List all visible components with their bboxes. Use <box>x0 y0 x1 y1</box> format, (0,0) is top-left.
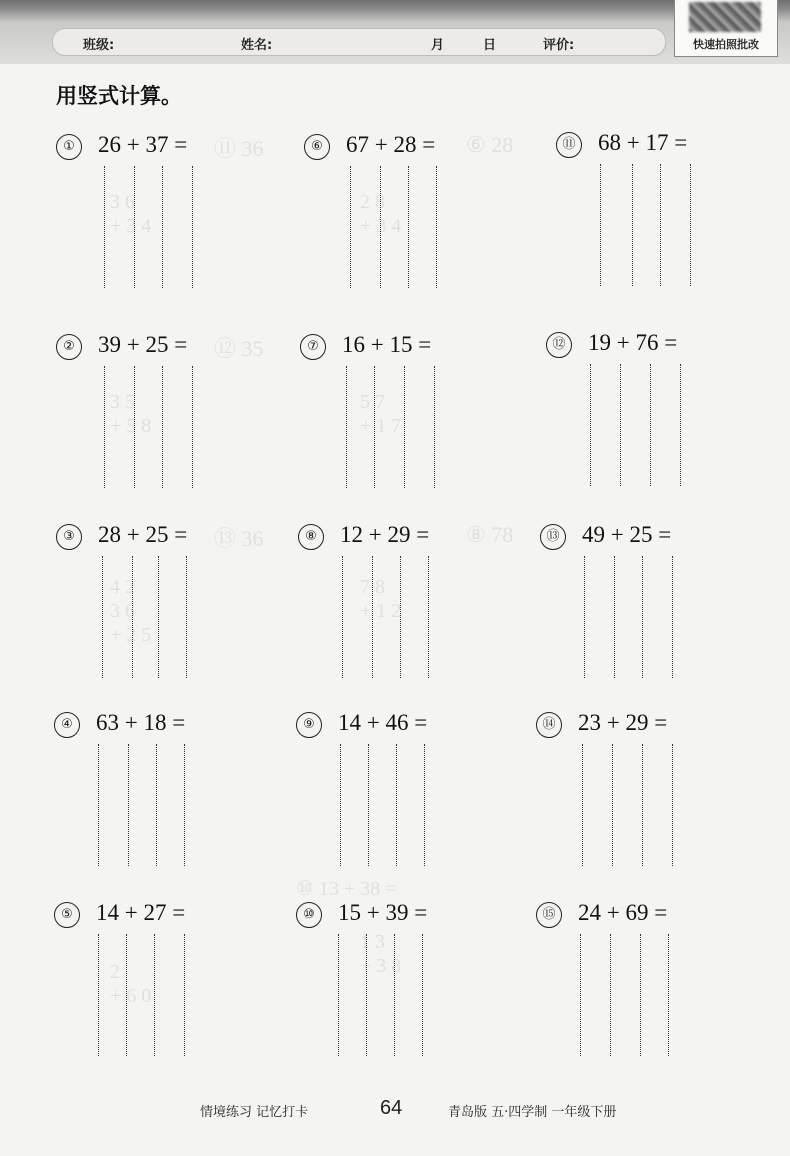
problem-9 <box>296 712 516 872</box>
digit-guide-line <box>102 556 103 678</box>
digit-guide-line <box>134 366 135 488</box>
problem-number-badge: ③ <box>56 524 82 550</box>
digit-guide-line <box>428 556 429 678</box>
digit-guide-line <box>642 744 643 866</box>
problem-14 <box>536 712 756 872</box>
problem-number-badge: ④ <box>54 712 80 738</box>
digit-guide-line <box>582 744 583 866</box>
show-through-mark: ⑬ 36 <box>214 526 264 551</box>
digit-guide-line <box>408 166 409 288</box>
problem-expression: 28 + 25 = <box>98 522 188 547</box>
digit-guide-line <box>104 366 105 488</box>
problem-number-badge: ① <box>56 134 82 160</box>
problem-13 <box>540 524 760 684</box>
footer-series-title: 情境练习 记忆打卡 <box>200 1105 309 1120</box>
problem-number-badge: ⑭ <box>536 712 562 738</box>
footer-edition: 青岛版 五·四学制 一年级下册 <box>448 1105 617 1120</box>
show-through-mark: 7 8 + 1 2 <box>360 576 402 622</box>
digit-guide-line <box>600 164 601 286</box>
problem-12 <box>546 332 766 492</box>
digit-guide-line <box>424 744 425 866</box>
digit-guide-line <box>690 164 691 286</box>
page-number: 64 <box>380 1097 403 1119</box>
digit-guide-line <box>340 744 341 866</box>
problem-expression: 16 + 15 = <box>342 332 432 357</box>
grade-label: 评价: <box>543 38 575 53</box>
problem-expression: 68 + 17 = <box>598 130 688 155</box>
digit-guide-line <box>132 556 133 678</box>
digit-guide-line <box>650 364 651 486</box>
show-through-mark: 1 3 + 3 8 <box>360 931 402 977</box>
digit-guide-line <box>620 364 621 486</box>
digit-guide-line <box>680 364 681 486</box>
digit-guide-line <box>668 934 669 1056</box>
problem-number-badge: ⑪ <box>556 132 582 158</box>
problem-3 <box>56 524 276 684</box>
problem-number-badge: ⑫ <box>546 332 572 358</box>
digit-guide-line <box>184 744 185 866</box>
qr-caption: 快速拍照批改 <box>693 38 759 51</box>
instruction-heading: 用竖式计算。 <box>56 84 182 108</box>
show-through-mark: ⑪ 36 <box>214 136 264 161</box>
problem-number-badge: ⑬ <box>540 524 566 550</box>
digit-guide-line <box>642 556 643 678</box>
digit-guide-line <box>350 166 351 288</box>
problem-expression: 23 + 29 = <box>578 710 668 735</box>
digit-guide-line <box>436 166 437 288</box>
digit-guide-line <box>590 364 591 486</box>
digit-guide-line <box>672 744 673 866</box>
show-through-mark: 3 6 + 3 4 <box>110 191 152 237</box>
digit-guide-line <box>672 556 673 678</box>
problem-expression: 24 + 69 = <box>578 900 668 925</box>
digit-guide-line <box>104 166 105 288</box>
digit-guide-line <box>612 744 613 866</box>
digit-guide-line <box>158 556 159 678</box>
digit-guide-line <box>422 934 423 1056</box>
qr-code-box[interactable] <box>674 0 778 57</box>
problem-number-badge: ⑩ <box>296 902 322 928</box>
digit-guide-line <box>374 366 375 488</box>
problem-6 <box>304 134 524 294</box>
problem-2 <box>56 334 276 494</box>
show-through-mark: ⑫ 35 <box>214 336 264 361</box>
digit-guide-line <box>610 934 611 1056</box>
problem-number-badge: ⑮ <box>536 902 562 928</box>
digit-guide-line <box>640 934 641 1056</box>
show-through-mark: 2 + 6 0 <box>110 961 152 1007</box>
show-through-mark: ⑩ 13 + 38 = <box>296 878 397 900</box>
problem-number-badge: ⑤ <box>54 902 80 928</box>
digit-guide-line <box>128 744 129 866</box>
digit-guide-line <box>404 366 405 488</box>
problem-number-badge: ⑥ <box>304 134 330 160</box>
problem-expression: 67 + 28 = <box>346 132 436 157</box>
digit-guide-line <box>156 744 157 866</box>
digit-guide-line <box>98 744 99 866</box>
problem-expression: 49 + 25 = <box>582 522 672 547</box>
show-through-mark: ⑥ 28 <box>466 132 514 157</box>
digit-guide-line <box>342 556 343 678</box>
problem-15 <box>536 902 756 1062</box>
digit-guide-line <box>632 164 633 286</box>
problem-number-badge: ② <box>56 334 82 360</box>
problem-expression: 14 + 46 = <box>338 710 428 735</box>
problem-1 <box>56 134 276 294</box>
problem-expression: 12 + 29 = <box>340 522 430 547</box>
qr-code-icon <box>689 2 761 32</box>
digit-guide-line <box>584 556 585 678</box>
digit-guide-line <box>396 744 397 866</box>
digit-guide-line <box>134 166 135 288</box>
digit-guide-line <box>394 934 395 1056</box>
digit-guide-line <box>434 366 435 488</box>
show-through-mark: ⑧ 78 <box>466 522 514 547</box>
digit-guide-line <box>614 556 615 678</box>
digit-guide-line <box>380 166 381 288</box>
problem-expression: 26 + 37 = <box>98 132 188 157</box>
problem-11 <box>556 132 776 292</box>
digit-guide-line <box>338 934 339 1056</box>
problem-expression: 15 + 39 = <box>338 900 428 925</box>
show-through-mark: 2 8 + 3 4 <box>360 191 402 237</box>
show-through-mark: 3 5 + 5 8 <box>110 391 152 437</box>
digit-guide-line <box>346 366 347 488</box>
class-label: 班级: <box>83 38 115 53</box>
digit-guide-line <box>154 934 155 1056</box>
problem-expression: 14 + 27 = <box>96 900 186 925</box>
digit-guide-line <box>184 934 185 1056</box>
digit-guide-line <box>126 934 127 1056</box>
problem-expression: 19 + 76 = <box>588 330 678 355</box>
digit-guide-line <box>368 744 369 866</box>
digit-guide-line <box>400 556 401 678</box>
digit-guide-line <box>372 556 373 678</box>
problem-5 <box>54 902 274 1062</box>
show-through-mark: 4 2 3 6 + 2 5 <box>110 576 152 646</box>
digit-guide-line <box>660 164 661 286</box>
day-label: 日 <box>483 38 497 53</box>
problem-expression: 39 + 25 = <box>98 332 188 357</box>
digit-guide-line <box>192 166 193 288</box>
name-label: 姓名: <box>241 38 273 53</box>
digit-guide-line <box>580 934 581 1056</box>
problem-4 <box>54 712 274 872</box>
month-label: 月 <box>431 38 445 53</box>
problem-expression: 63 + 18 = <box>96 710 186 735</box>
digit-guide-line <box>186 556 187 678</box>
digit-guide-line <box>98 934 99 1056</box>
problem-8 <box>298 524 518 684</box>
problem-7 <box>300 334 520 494</box>
problem-10 <box>296 902 516 1062</box>
digit-guide-line <box>192 366 193 488</box>
student-info-bar <box>52 28 666 56</box>
digit-guide-line <box>162 366 163 488</box>
digit-guide-line <box>162 166 163 288</box>
problem-number-badge: ⑨ <box>296 712 322 738</box>
digit-guide-line <box>366 934 367 1056</box>
problem-number-badge: ⑧ <box>298 524 324 550</box>
show-through-mark: 5 7 + 1 7 <box>360 391 402 437</box>
problem-number-badge: ⑦ <box>300 334 326 360</box>
